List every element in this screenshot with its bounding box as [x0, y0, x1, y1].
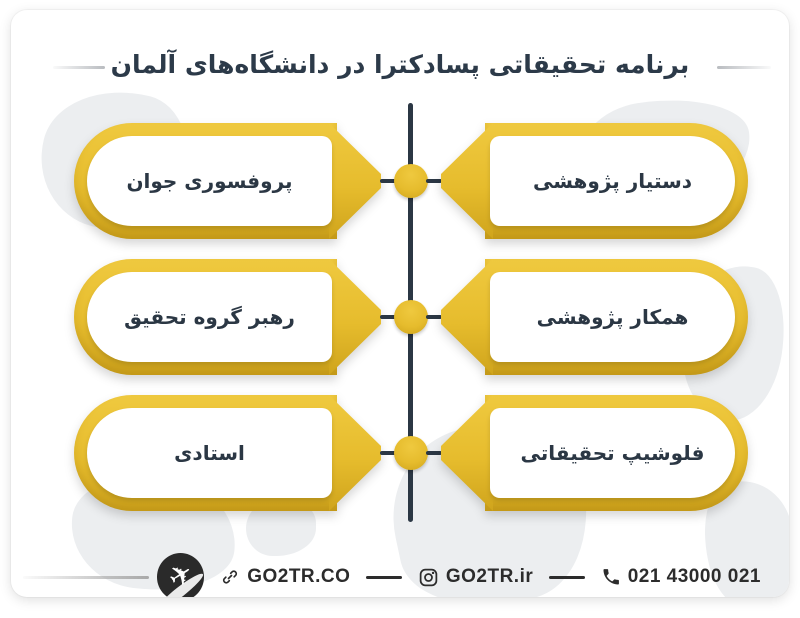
milestone-label: استادی [174, 441, 245, 465]
timeline-row-1 [11, 123, 789, 239]
footer-decor-line-left [23, 576, 149, 579]
footer-website [220, 566, 350, 588]
milestone-box-research-group-leader [74, 259, 381, 375]
timeline-connector [426, 315, 442, 319]
footer-instagram [418, 566, 533, 588]
milestone-label: پروفسوری جوان [126, 169, 293, 193]
link-icon [220, 567, 240, 587]
arrow-tip [329, 259, 381, 375]
phone-icon [601, 567, 621, 587]
title-decor-line-right [717, 66, 771, 69]
go2tr-logo [157, 553, 204, 597]
footer-phone [601, 566, 761, 588]
infographic-card [11, 10, 789, 597]
footer-separator [549, 576, 584, 579]
website-label: GO2TR.CO [247, 566, 351, 587]
footer [23, 553, 777, 597]
page-title: برنامه تحقیقاتی پسادکترا در دانشگاه‌های آلمان [110, 50, 690, 79]
footer-separator [366, 576, 401, 579]
milestone-label: فلوشیپ تحقیقاتی [520, 441, 705, 465]
timeline-row-2 [11, 259, 789, 375]
instagram-label: GO2TR.ir [445, 566, 534, 587]
phone-label: 021 43000 021 [627, 566, 761, 587]
milestone-label: همکار پژوهشی [536, 305, 689, 329]
arrow-tip [441, 259, 493, 375]
milestone-label: دستیار پژوهشی [532, 169, 693, 193]
airplane-icon: ✈ [161, 554, 200, 596]
timeline-node [394, 164, 428, 198]
timeline-node [394, 436, 428, 470]
milestone-box-research-fellowship [441, 395, 748, 511]
timeline-node [394, 300, 428, 334]
timeline-connector [426, 179, 442, 183]
milestone-box-young-professorship [74, 123, 381, 239]
arrow-tip [329, 395, 381, 511]
timeline-row-3 [11, 395, 789, 511]
milestone-box-research-associate [441, 259, 748, 375]
timeline-connector [426, 451, 442, 455]
title-decor-line-left [53, 66, 105, 69]
arrow-tip [441, 395, 493, 511]
milestone-box-professorship [74, 395, 381, 511]
milestone-label: رهبر گروه تحقیق [124, 305, 295, 329]
instagram-icon [418, 567, 439, 588]
milestone-box-research-assistant [441, 123, 748, 239]
arrow-tip [329, 123, 381, 239]
arrow-tip [441, 123, 493, 239]
